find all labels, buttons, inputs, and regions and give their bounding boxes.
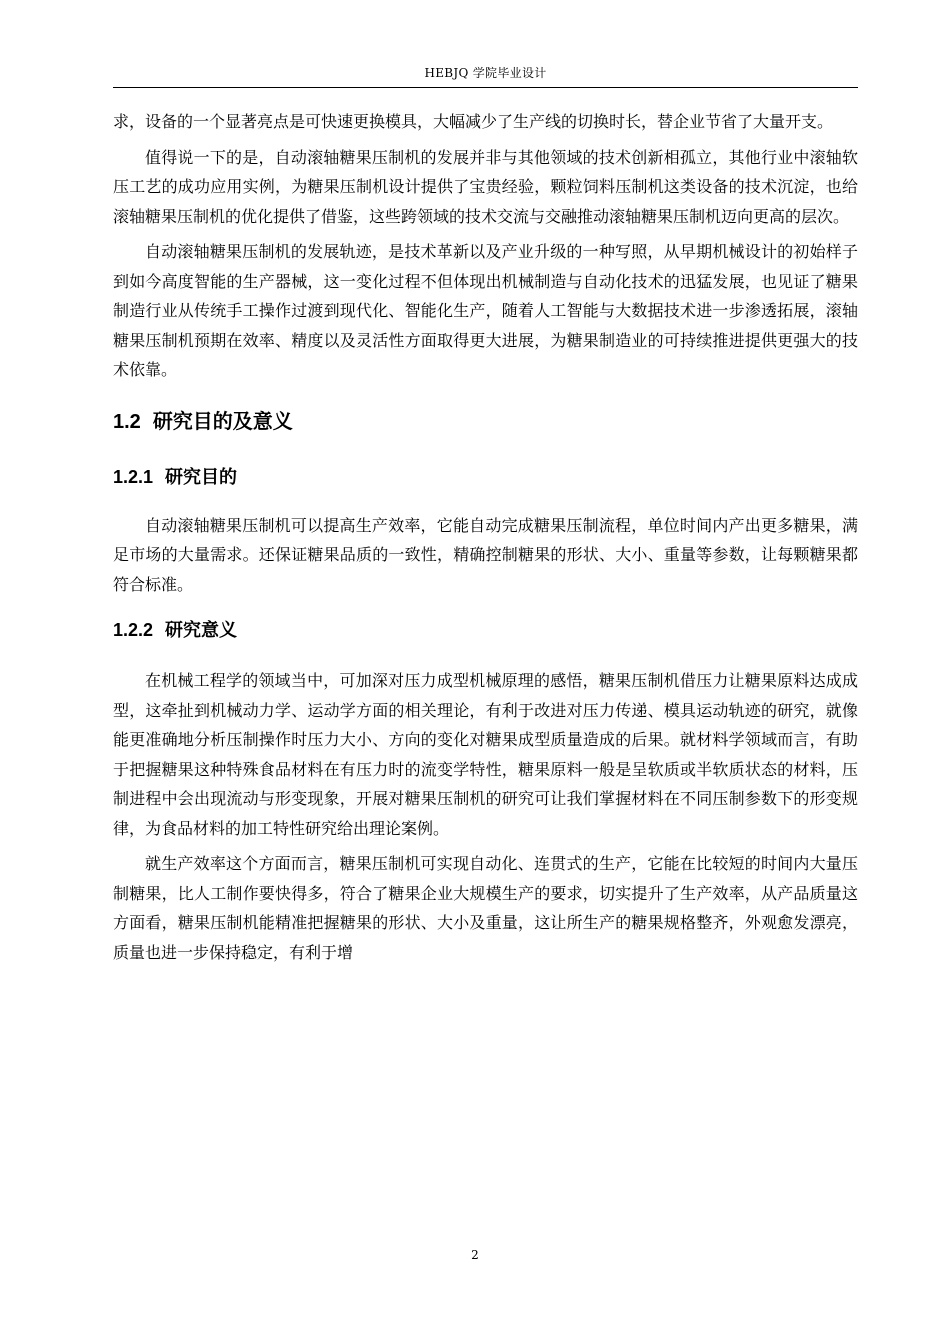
paragraph: 自动滚轴糖果压制机的发展轨迹，是技术革新以及产业升级的一种写照，从早期机械设计的初始样子到如今高度智能的生产器械，这一变化过程不但体现出机械制造与自动化技术的迅猛发展，也见证了糖果制造行业从传统手工操作过渡到现代化、智能化生产，随着人工智能与大数据技术进一步渗透拓展，滚轴糖果压制机预期在效率、精度以及灵活性方面取得更大进展，为糖果制造业的可持续推进提供更强大的技术依靠。 <box>113 242 858 379</box>
section-heading-1-2-1 <box>113 464 858 491</box>
paragraph: 在机械工程学的领域当中，可加深对压力成型机械原理的感悟，糖果压制机借压力让糖果原料达成成型，这牵扯到机械动力学、运动学方面的相关理论，有利于改进对压力传递、模具运动轨迹的研究，就像能更准确地分析压制操作时压力大小、方向的变化对糖果成型质量造成的后果。就材料学领域而言，有助于把握糖果这种特殊食品材料在有压力时的流变学特性，糖果原料一般是呈软质或半软质状态的材料，压制进程中会出现流动与形变现象，开展对糖果压制机的研究可让我们掌握材料在不同压制参数下的形变规律，为食品材料的加工特性研究给出理论案例。 <box>113 671 858 838</box>
paragraph: 值得说一下的是，自动滚轴糖果压制机的发展并非与其他领域的技术创新相孤立，其他行业中滚轴软压工艺的成功应用实例，为糖果压制机设计提供了宝贵经验，颗粒饲料压制机这类设备的技术沉淀，也给滚轴糖果压制机的优化提供了借鉴，这些跨领域的技术交流与交融推动滚轴糖果压制机迈向更高的层次。 <box>113 147 858 226</box>
section-number: 1.2 <box>113 410 141 433</box>
section-heading-1-2-2 <box>113 617 858 644</box>
document-body <box>113 107 858 967</box>
section-heading-1-2 <box>113 407 858 436</box>
paragraph: 求，设备的一个显著亮点是可快速更换模具，大幅减少了生产线的切换时长，替企业节省了大量开支。 <box>113 112 834 131</box>
section-title: 研究目的 <box>165 466 238 488</box>
header-rule <box>113 87 858 88</box>
section-title: 研究意义 <box>165 620 238 641</box>
section-number: 1.2.2 <box>113 620 154 640</box>
paragraph: 自动滚轴糖果压制机可以提高生产效率，它能自动完成糖果压制流程，单位时间内产出更多糖果，满足市场的大量需求。还保证糖果品质的一致性，精确控制糖果的形状、大小、重量等参数，让每颗糖果都符合标准。 <box>113 515 858 594</box>
section-number: 1.2.1 <box>113 466 154 487</box>
paragraph: 就生产效率这个方面而言，糖果压制机可实现自动化、连贯式的生产，它能在比较短的时间内大量压制糖果，比人工制作要快得多，符合了糖果企业大规模生产的要求，切实提升了生产效率，从产品质量这方面看，糖果压制机能精准把握糖果的形状、大小及重量，这让所生产的糖果规格整齐，外观愈发漂亮，质量也进一步保持稳定，有利于增 <box>113 854 858 962</box>
section-title: 研究目的及意义 <box>152 408 293 433</box>
page-number: 2 <box>471 1248 479 1262</box>
page-header: HEBJQ 学院毕业设计 <box>424 66 547 80</box>
